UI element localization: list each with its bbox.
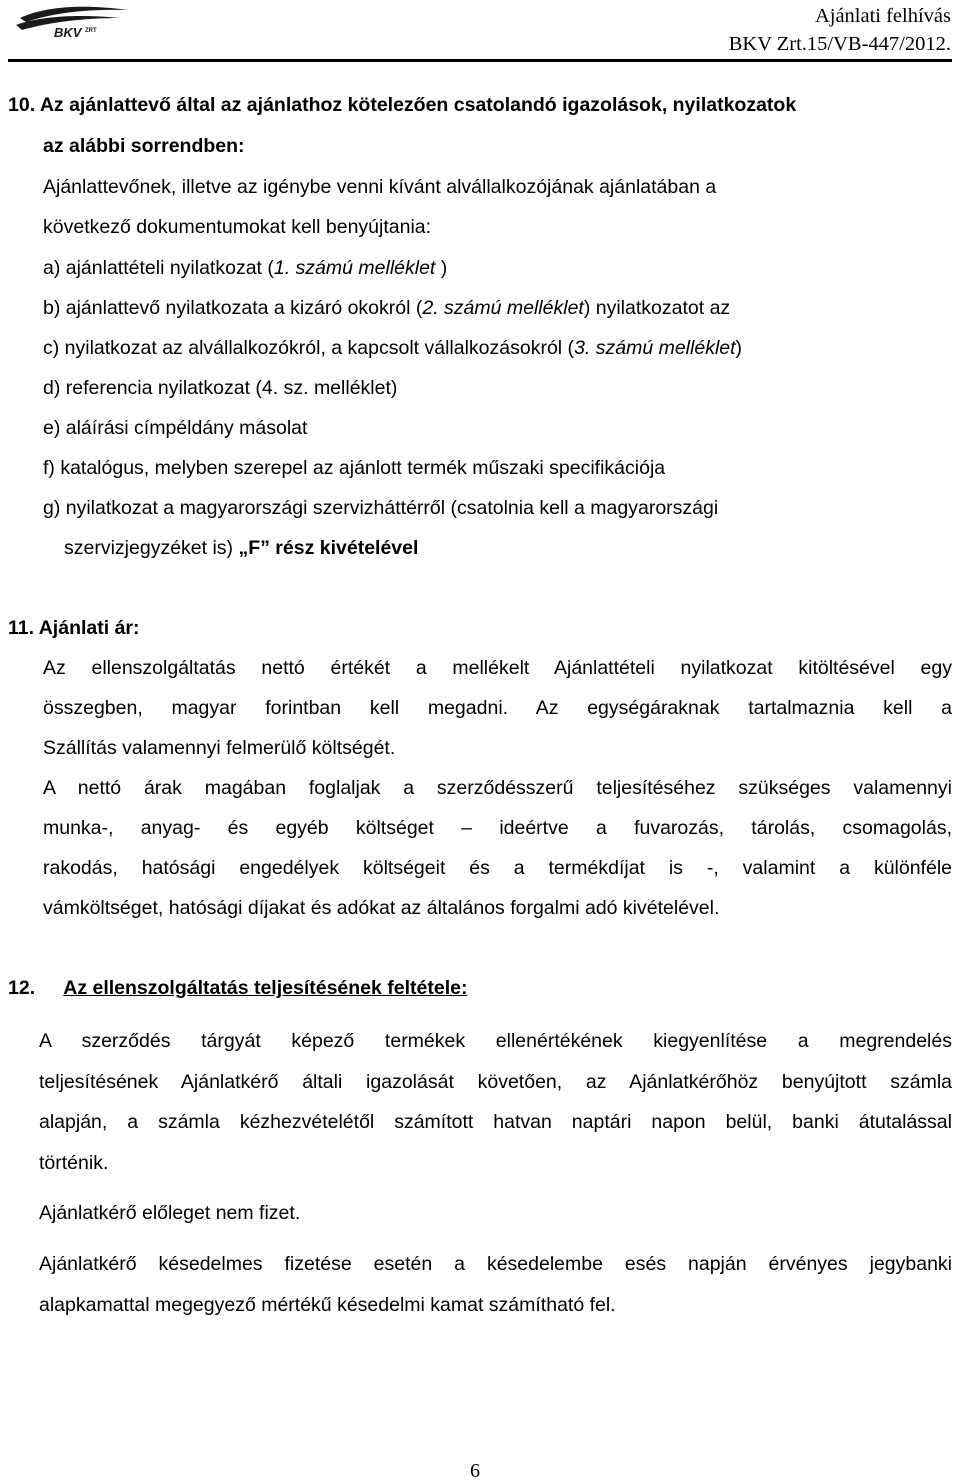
section-12-paragraph-3-line: Ajánlatkérő késedelmes fizetése esetén a késedelembe esés napján érvényes jegybanki [39,1253,952,1275]
list-item-a-text: a) ajánlattételi nyilatkozat ( [43,257,274,279]
list-item-c [43,335,742,361]
list-item-c-text: c) nyilatkozat az alvállalkozókról, a kapcsolt vállalkozásokról ( [43,337,575,359]
list-item-c-end: ) [735,337,743,359]
section-10-intro-line-2: következő dokumentumokat kell benyújtania: [43,216,432,238]
section-10-intro-line-1: Ajánlattevőnek, illetve az igénybe venni kívánt alvállalkozójának ajánlatában a [43,176,717,198]
list-item-a-end: ) [435,257,448,279]
svg-text:ZRT: ZRT [85,28,97,34]
section-12-paragraph-1-line: A szerződés tárgyát képező termékek ellenértékének kiegyenlítése a megrendelés [39,1030,952,1052]
bkv-logo [10,4,134,40]
section-12-paragraph-3-line: alapkamattal megegyező mértékű késedelmi kamat számítható fel. [39,1294,616,1316]
document-type: Ajánlati felhívás [814,5,951,27]
list-item-b-text: b) ajánlattevő nyilatkozata a kizáró okokról ( [43,297,423,319]
document-header [729,2,951,58]
section-12-heading [8,975,467,1001]
section-12-paragraph-1-line: alapján, a számla kézhezvételétől számított hatvan naptári napon belül, banki átutalással [39,1111,952,1133]
section-11-paragraph-1-line: Az ellenszolgáltatás nettó értékét a mellékelt Ajánlattételi nyilatkozat kitöltésével egy [43,657,952,679]
list-item-g-exception: „F” rész kivételével [238,537,419,559]
document-reference: BKV Zrt.15/VB-447/2012. [728,33,951,55]
page-number: 6 [470,1460,480,1482]
section-12-paragraph-1-line: teljesítésének Ajánlatkérő általi igazolását követően, az Ajánlatkérőhöz benyújtott számla [39,1071,952,1093]
list-item-g-line-1: g) nyilatkozat a magyarországi szervizháttérről (csatolnia kell a magyarországi [43,497,719,519]
annex-reference: 3. számú melléklet [574,337,736,359]
section-11-paragraph-1-line: Szállítás valamennyi felmerülő költségét. [43,737,396,759]
header-rule [8,59,952,62]
section-10-heading [8,92,796,118]
section-12-paragraph-1-line: történik. [39,1152,109,1174]
section-12-number: 12. [8,977,36,999]
section-12-title: Az ellenszolgáltatás teljesítésének feltétele: [63,977,468,999]
section-11-paragraph-1-line: összegben, magyar forintban kell megadni. Az egységáraknak tartalmaznia kell a [43,697,952,719]
section-11-heading: 11. Ajánlati ár: [8,617,140,639]
list-item-g-line-2 [64,535,418,561]
section-11-paragraph-2-line: A nettó árak magában foglaljak a szerződésszerű teljesítéséhez szükséges valamennyi [43,777,952,799]
annex-reference: 1. számú melléklet [273,257,436,279]
section-10-title-line-2: az alábbi sorrendben: [43,135,245,157]
list-item-g-text: szervizjegyzéket is) [64,537,239,559]
list-item-b-end: ) nyilatkozatot az [583,297,731,319]
list-item-a [43,255,447,281]
list-item-f: f) katalógus, melyben szerepel az ajánlott termék műszaki specifikációja [43,457,666,479]
svg-text:BKV: BKV [54,25,82,40]
list-item-e: e) aláírási címpéldány másolat [43,417,308,439]
list-item-b [43,295,730,321]
list-item-d: d) referencia nyilatkozat (4. sz. melléklet) [43,377,398,399]
section-10-number: 10. [8,94,36,116]
section-11-paragraph-2-line: vámköltséget, hatósági díjakat és adókat az általános forgalmi adó kivételével. [43,897,720,919]
section-10-title-line-1: Az ajánlattevő által az ajánlathoz kötelezően csatolandó igazolások, nyilatkozatok [39,94,797,116]
section-11-paragraph-2-line: munka-, anyag- és egyéb költséget – ideértve a fuvarozás, tárolás, csomagolás, [43,817,952,839]
section-12-paragraph-2: Ajánlatkérő előleget nem fizet. [39,1202,301,1224]
annex-reference: 2. számú melléklet [422,297,584,319]
section-11-paragraph-2-line: rakodás, hatósági engedélyek költségeit és a termékdíjat is -, valamint a különféle [43,857,952,879]
